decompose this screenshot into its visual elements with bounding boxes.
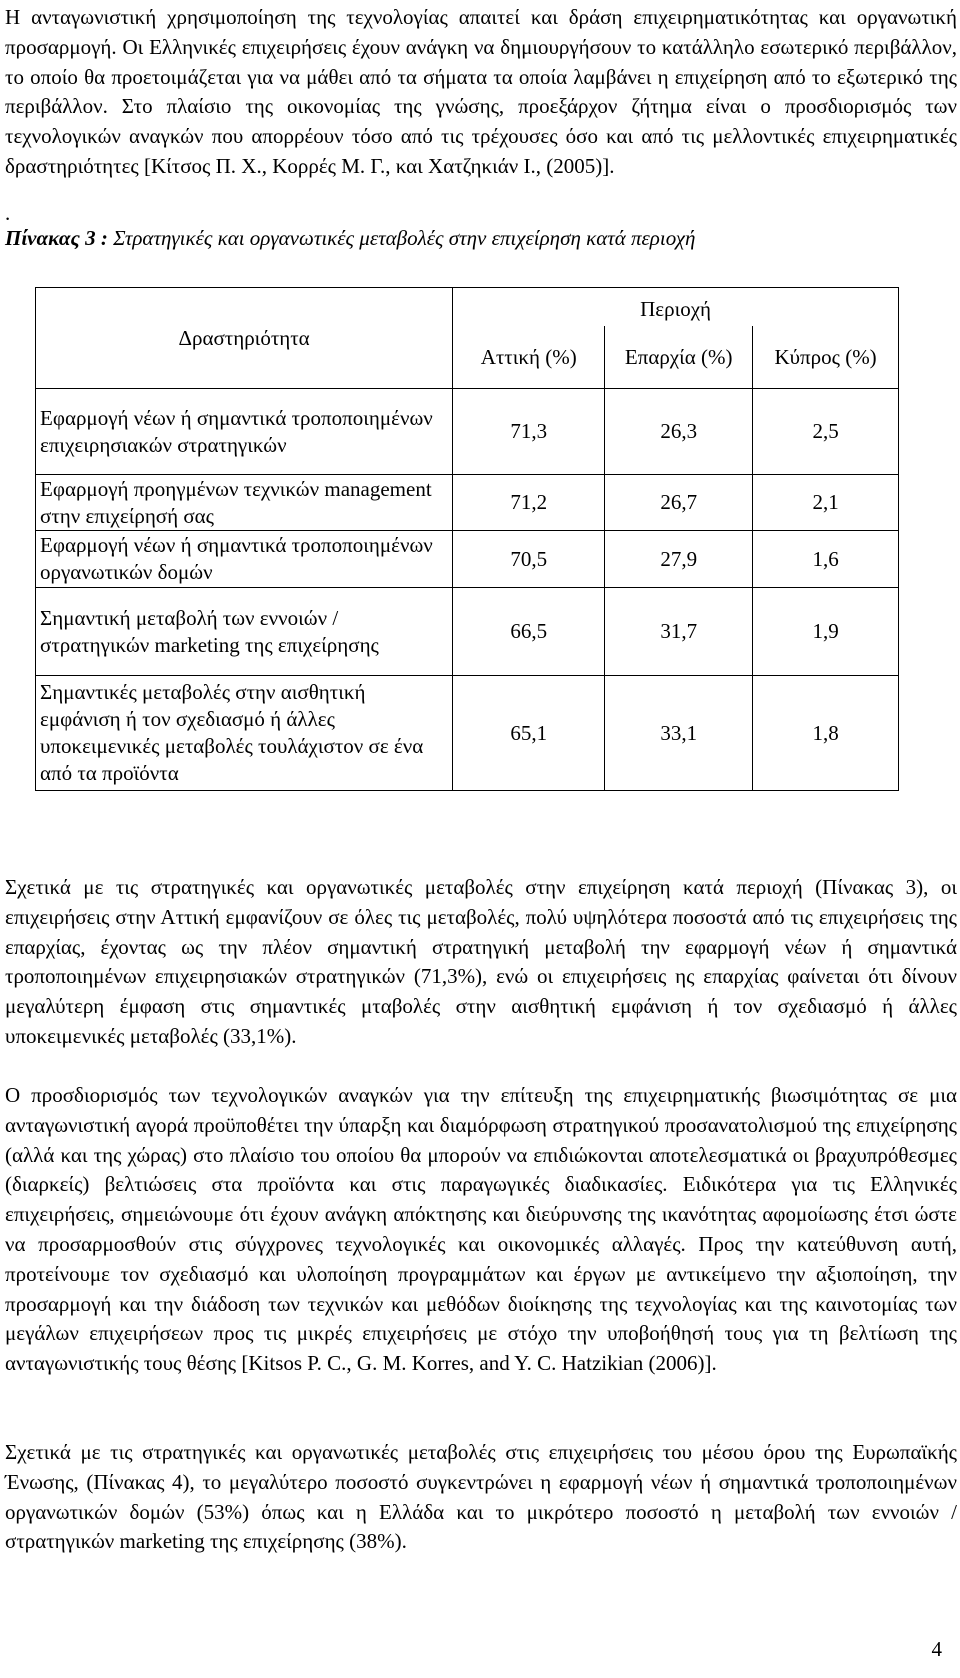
value-cell-cyprus: 1,9 bbox=[753, 588, 899, 676]
eu-comparison-paragraph: Σχετικά με τις στρατηγικές και οργανωτικές μεταβολές στις επιχειρήσεις του μέσου όρου της Ευρωπαϊκής Ένωσης, (Πίνακας 4), το μεγαλύτερο ποσοστό συγκεντρώνει η εφαρμογή νέων ή σημαντικά τροποποιημένων οργανωτικών δομών (53%) όπως και η Ελλάδα και το μικρότερο ποσοστό η μεταβολή των εννοιών / στρατηγικών marketing της επιχείρησης (38%). bbox=[5, 1440, 957, 1554]
table-row bbox=[36, 475, 899, 531]
intro-paragraph: Η ανταγωνιστική χρησιμοποίηση της τεχνολογίας απαιτεί και δράση επιχειρηματικότητας και οργανωτική προσαρμογή. Οι Ελληνικές επιχειρήσεις έχουν ανάγκη να δημιουργήσουν το κατάλληλο εσωτερικό περιβάλλον, το οποίο θα προετοιμάζεται για να μάθει από τα σήματα τα οποία λαμβάνει η επιχείρηση από το εξωτερικό της περιβάλλον. Στο πλαίσιο της οικονομίας της γνώσης, προεξάρχον ζήτημα είναι ο προσδιορισμός των τεχνολογικών αναγκών που απορρέουν τόσο από τις τρέχουσες όσο και από τις μελλοντικές επιχειρηματικές δραστηριότητες [Κίτσος Π. Χ., Κορρές Μ. Γ., και Χατζηκιάν Ι., (2005)]. bbox=[5, 5, 957, 178]
value-cell-cyprus: 1,8 bbox=[753, 676, 899, 791]
column-header-attica: Αττική (%) bbox=[453, 326, 605, 389]
value-cell-cyprus: 2,5 bbox=[753, 389, 899, 475]
value-cell-province: 33,1 bbox=[605, 676, 753, 791]
activity-header: Δραστηριότητα bbox=[36, 288, 453, 389]
value-cell-province: 26,3 bbox=[605, 389, 753, 475]
table-row bbox=[36, 588, 899, 676]
value-cell-province: 27,9 bbox=[605, 531, 753, 588]
table-header-row-1 bbox=[36, 288, 899, 327]
column-header-province: Επαρχία (%) bbox=[605, 326, 753, 389]
table-row bbox=[36, 389, 899, 475]
value-cell-cyprus: 1,6 bbox=[753, 531, 899, 588]
table-caption-label: Πίνακας 3 : bbox=[5, 226, 108, 250]
activity-cell: Εφαρμογή νέων ή σημαντικά τροποποιημένων οργανωτικών δομών bbox=[36, 531, 453, 588]
value-cell-attica: 71,2 bbox=[453, 475, 605, 531]
needs-paragraph: Ο προσδιορισμός των τεχνολογικών αναγκών για την επίτευξη της επιχειρηματικής βιωσιμότητας σε μια ανταγωνιστική αγορά προϋποθέτει την ύπαρξη και διαμόρφωση στρατηγικού προσανατολισμού της επιχείρησης (αλλά και της χώρας) στο πλαίσιο του οποίου θα μπορούν να επιδιώκονται αποτελεσματικά οι βραχυπρόθεσμες (διαρκείς) βελτιώσεις στα προϊόντα και στις παραγωγικές διαδικασίες. Ειδικότερα για τις Ελληνικές επιχειρήσεις, σημειώνουμε ότι έχουν ανάγκη απόκτησης και διεύρυνσης της ικανότητας αφομοίωσης έτσι ώστε να προσαρμοσθούν στις σύγχρονες τεχνολογικές και οικονομικές αλλαγές. Προς την κατεύθυνση αυτή, προτείνουμε τον σχεδιασμό και υλοποίηση προγραμμάτων και έργων με αντικείμενο την αξιοποίηση, την προσαρμογή και την διάδοση των τεχνικών και μεθόδων διοίκησης της τεχνολογίας και της καινοτομίας των μεγάλων επιχειρήσεων προς τις μικρές επιχειρήσεις με στόχο την υποβοήθησή τους για τη βελτίωση της ανταγωνιστικής τους θέσης [Kitsos P. C., G. M. Korres, and Y. C. Hatzikian (2006)]. bbox=[5, 1083, 957, 1376]
activity-cell: Σημαντικές μεταβολές στην αισθητική εμφάνιση ή τον σχεδιασμό ή άλλες υποκειμενικές μεταβολές τουλάχιστον σε ένα από τα προϊόντα bbox=[36, 676, 453, 791]
value-cell-attica: 70,5 bbox=[453, 531, 605, 588]
activity-cell: Εφαρμογή προηγμένων τεχνικών management στην επιχείρησή σας bbox=[36, 475, 453, 531]
value-cell-province: 26,7 bbox=[605, 475, 753, 531]
value-cell-cyprus: 2,1 bbox=[753, 475, 899, 531]
value-cell-attica: 65,1 bbox=[453, 676, 605, 791]
table-caption-text: Στρατηγικές και οργανωτικές μεταβολές στην επιχείρηση κατά περιοχή bbox=[107, 226, 696, 250]
page-number: 4 bbox=[931, 1637, 942, 1661]
value-cell-attica: 71,3 bbox=[453, 389, 605, 475]
column-header-cyprus: Κύπρος (%) bbox=[753, 326, 899, 389]
stray-dot: . bbox=[5, 201, 11, 225]
table-row bbox=[36, 676, 899, 791]
value-cell-province: 31,7 bbox=[605, 588, 753, 676]
value-cell-attica: 66,5 bbox=[453, 588, 605, 676]
region-header: Περιοχή bbox=[453, 288, 899, 327]
activity-cell: Εφαρμογή νέων ή σημαντικά τροποποιημένων επιχειρησιακών στρατηγικών bbox=[36, 389, 453, 475]
table-row bbox=[36, 531, 899, 588]
analysis-paragraph: Σχετικά με τις στρατηγικές και οργανωτικές μεταβολές στην επιχείρηση κατά περιοχή (Πίνακας 3), οι επιχειρήσεις στην Αττική εμφανίζουν σε όλες τις μεταβολές, πολύ υψηλότερα ποσοστά από τις επιχειρήσεις της επαρχίας, έχοντας ως την πλέον σημαντική στρατηγική μεταβολή την εφαρμογή νέων ή σημαντικά τροποποιημένων επιχειρησιακών στρατηγικών (71,3%), ενώ οι επιχειρήσεις ης επαρχίας φαίνεται ότι δίνουν μεγαλύτερη έμφαση στις σημαντικές μταβολές στην αισθητική εμφάνιση ή τον σχεδιασμό ή άλλες υποκειμενικές μεταβολές (33,1%). bbox=[5, 875, 957, 1048]
regional-changes-table bbox=[35, 287, 899, 791]
table-caption bbox=[5, 226, 957, 251]
activity-cell: Σημαντική μεταβολή των εννοιών / στρατηγικών marketing της επιχείρησης bbox=[36, 588, 453, 676]
